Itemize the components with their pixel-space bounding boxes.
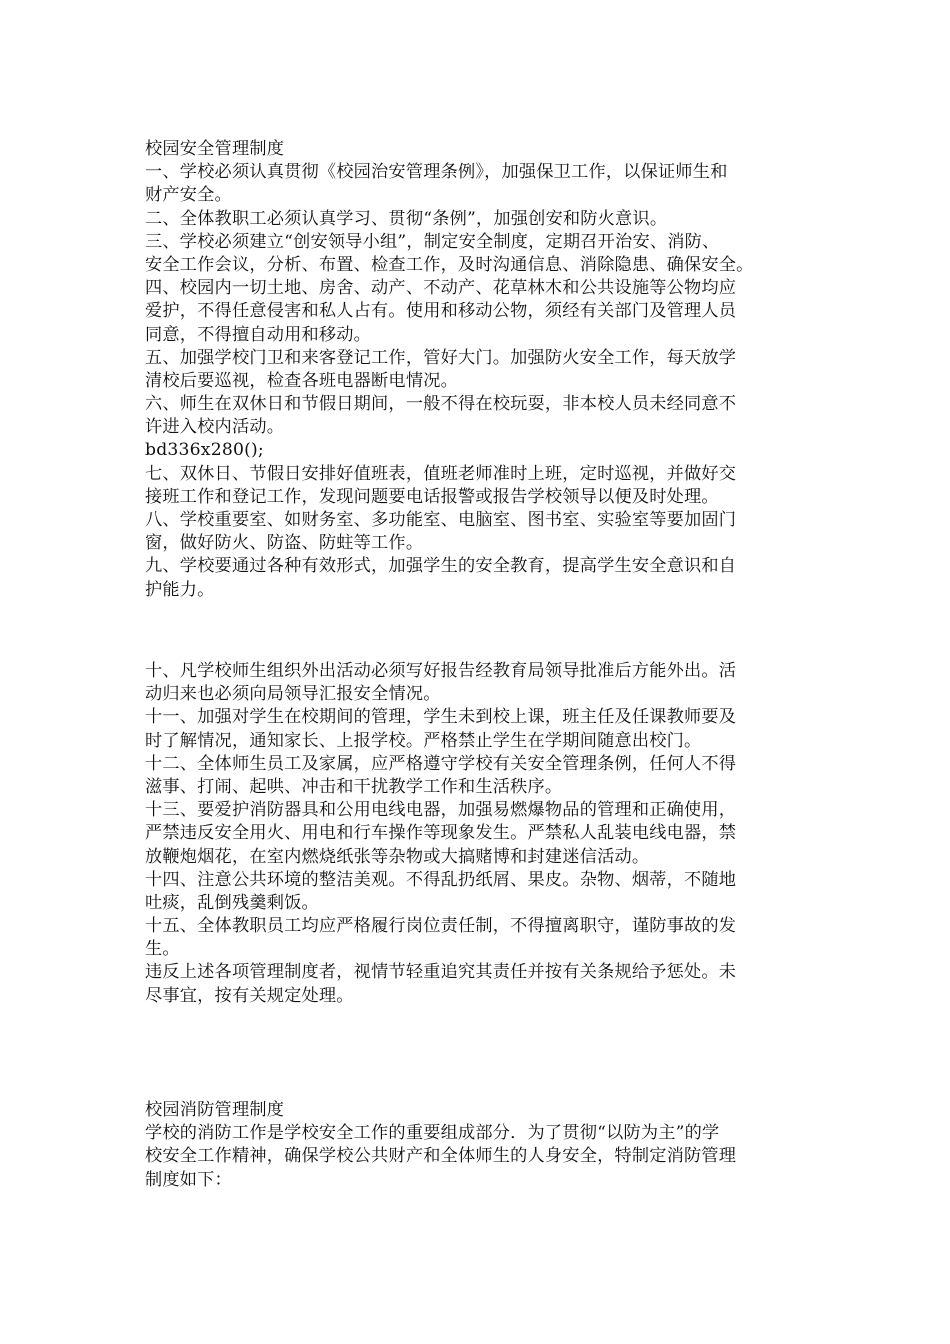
text-line: 十、凡学校师生组织外出活动必须写好报告经教育局领导批准后方能外出。活 bbox=[145, 661, 737, 681]
text-line: 十二、全体师生员工及家属，应严格遵守学校有关安全管理条例，任何人不得 bbox=[145, 753, 737, 774]
text-line: 窗，做好防火、防盗、防蛀等工作。 bbox=[145, 533, 424, 554]
text-line: 八、学校重要室、如财务室、多功能室、电脑室、图书室、实验室等要加固门 bbox=[145, 510, 737, 530]
text-line: 十五、全体教职员工均应严格履行岗位责任制，不得擅离职守，谨防事故的发 bbox=[145, 916, 737, 937]
text-line: 学校的消防工作是学校安全工作的重要组成部分．为了贯彻“以防为主”的学 bbox=[145, 1123, 720, 1144]
text-line: 动归来也必须向局领导汇报安全情况。 bbox=[145, 684, 441, 705]
text-line: 一、学校必须认真贯彻《校园治安管理条例》，加强保卫工作，以保证师生和 bbox=[145, 162, 728, 183]
text-line: 护能力。 bbox=[145, 579, 215, 600]
text-line: 二、全体教职工必须认真学习、贯彻“条例”，加强创安和防火意识。 bbox=[145, 208, 668, 229]
text-line: 财产安全。 bbox=[145, 185, 232, 206]
section-title-fire: 校园消防管理制度 bbox=[145, 1100, 285, 1120]
text-line: 制度如下： bbox=[145, 1169, 232, 1190]
text-line: 同意，不得擅自动用和移动。 bbox=[145, 324, 372, 345]
text-line: 校安全工作精神，确保学校公共财产和全体师生的人身安全，特制定消防管理 bbox=[145, 1146, 737, 1167]
ad-placeholder-text: bd336x280(); bbox=[145, 440, 264, 461]
text-line: 许进入校内活动。 bbox=[145, 417, 285, 438]
text-line: 四、校园内一切土地、房舍、动产、不动产、花草林木和公共设施等公物均应 bbox=[145, 278, 737, 299]
text-line: 三、学校必须建立“创安领导小组”，制定安全制度，定期召开治安、消防、 bbox=[145, 231, 720, 252]
safety-regulations-section bbox=[145, 138, 805, 602]
text-line: 七、双休日、节假日安排好值班表，值班老师准时上班，定时巡视，并做好交 bbox=[145, 463, 737, 484]
text-line: 五、加强学校门卫和来客登记工作，管好大门。加强防火安全工作，每天放学 bbox=[145, 347, 737, 368]
fire-regulations-section bbox=[145, 1099, 805, 1192]
text-line: 放鞭炮烟花，在室内燃烧纸张等杂物或大搞赌博和封建迷信活动。 bbox=[145, 846, 650, 867]
text-line: 十一、加强对学生在校期间的管理，学生未到校上课，班主任及任课教师要及 bbox=[145, 707, 737, 728]
text-line: 严禁违反安全用火、用电和行车操作等现象发生。严禁私人乱装电线电器，禁 bbox=[145, 823, 737, 844]
text-line: 尽事宜，按有关规定处理。 bbox=[145, 985, 354, 1006]
text-line: 六、师生在双休日和节假日期间，一般不得在校玩耍，非本校人员未经同意不 bbox=[145, 394, 737, 415]
text-line: 接班工作和登记工作，发现问题要电话报警或报告学校领导以便及时处理。 bbox=[145, 486, 719, 507]
safety-regulations-continued bbox=[145, 660, 805, 1008]
text-line: 时了解情况，通知家长、上报学校。严格禁止学生在学期间随意出校门。 bbox=[145, 730, 702, 751]
text-line: 爱护，不得任意侵害和私人占有。使用和移动公物，须经有关部门及管理人员 bbox=[145, 301, 737, 322]
text-line: 滋事、打闹、起哄、冲击和干扰教学工作和生活秩序。 bbox=[145, 776, 563, 797]
text-line: 十四、注意公共环境的整洁美观。不得乱扔纸屑、果皮。杂物、烟蒂，不随地 bbox=[145, 869, 737, 890]
text-line: 九、学校要通过各种有效形式，加强学生的安全教育，提高学生安全意识和自 bbox=[145, 556, 737, 577]
text-line: 违反上述各项管理制度者，视情节轻重追究其责任并按有关条规给予惩处。未 bbox=[145, 962, 737, 983]
section-title-safety: 校园安全管理制度 bbox=[145, 139, 285, 159]
text-line: 吐痰，乱倒残羹剩饭。 bbox=[145, 892, 319, 913]
text-line: 清校后要巡视，检查各班电器断电情况。 bbox=[145, 370, 458, 391]
text-line: 生。 bbox=[145, 939, 180, 960]
text-line: 安全工作会议，分析、布置、检查工作，及时沟通信息、消除隐患、确保安全。 bbox=[145, 254, 754, 275]
text-line: 十三、要爱护消防器具和公用电线电器，加强易燃爆物品的管理和正确使用， bbox=[145, 800, 737, 821]
